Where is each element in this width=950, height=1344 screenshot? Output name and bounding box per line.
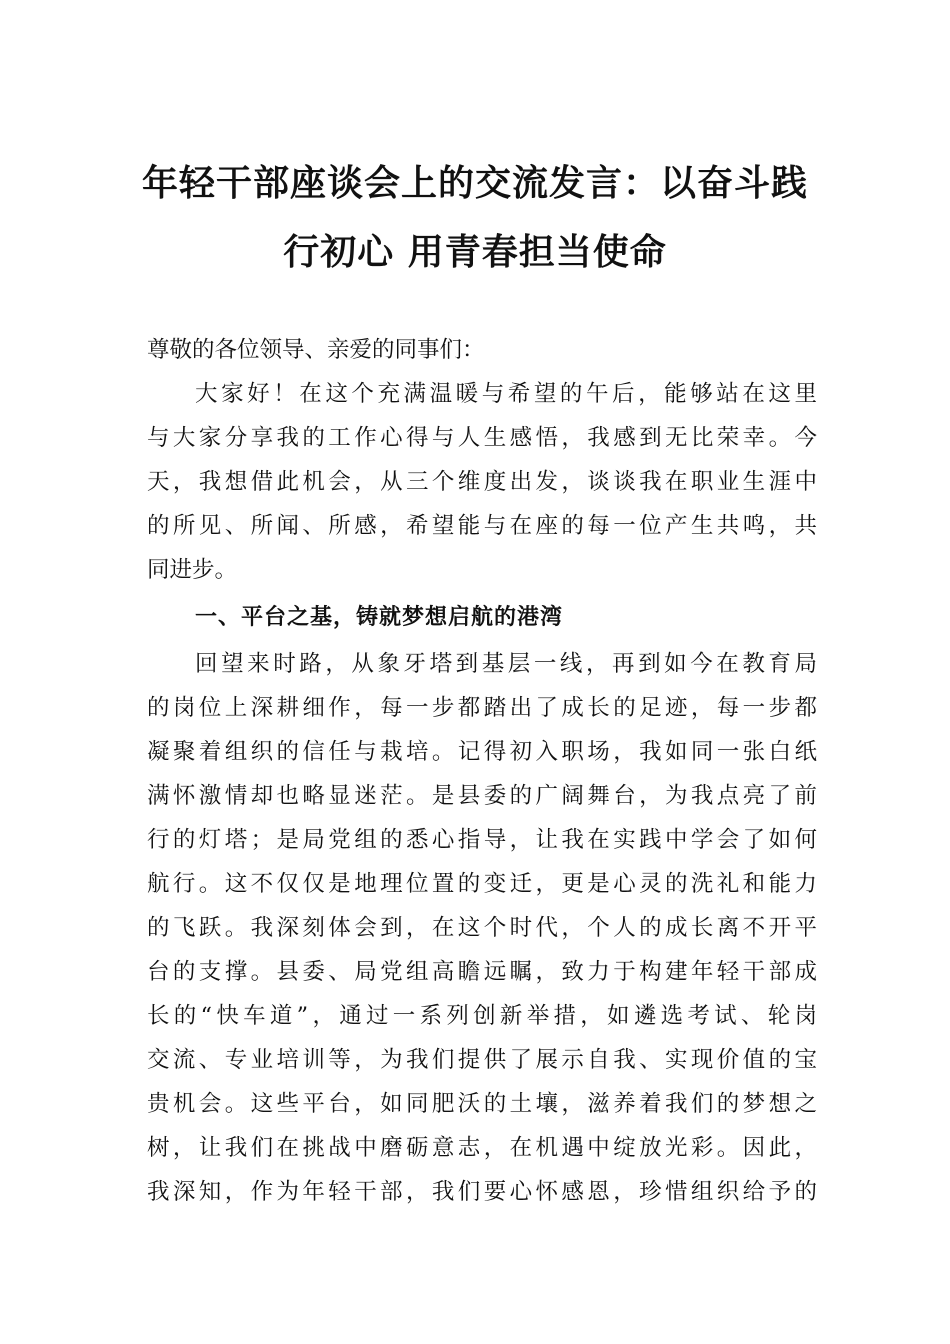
salutation: 尊敬的各位领导、亲爱的同事们： (147, 337, 485, 363)
intro-line-5: 同进步。 (147, 557, 238, 583)
section-1-line-13: 我深知，作为年轻干部，我们要心怀感恩，珍惜组织给予的 (147, 1179, 817, 1205)
section-1-line-10: 交流、专业培训等，为我们提供了展示自我、实现价值的宝 (147, 1047, 817, 1073)
document-title-line-2: 行初心 用青春担当使命 (283, 232, 667, 273)
section-1-line-3: 凝聚着组织的信任与栽培。记得初入职场，我如同一张白纸 (147, 739, 817, 765)
section-1-heading: 一、平台之基，铸就梦想启航的港湾 (195, 605, 564, 630)
document-title-line-1: 年轻干部座谈会上的交流发言：以奋斗践 (141, 163, 808, 204)
intro-line-1: 大家好！在这个充满温暖与希望的午后，能够站在这里 (195, 381, 817, 407)
section-1-line-1: 回望来时路，从象牙塔到基层一线，再到如今在教育局 (195, 651, 817, 677)
section-1-line-12: 树，让我们在挑战中磨砺意志，在机遇中绽放光彩。因此， (147, 1135, 817, 1161)
section-1-line-9: 长的“快车道”，通过一系列创新举措，如遴选考试、轮岗 (147, 1003, 817, 1029)
section-1-line-5: 行的灯塔；是局党组的悉心指导，让我在实践中学会了如何 (147, 827, 817, 853)
section-1-line-11: 贵机会。这些平台，如同肥沃的土壤，滋养着我们的梦想之 (147, 1091, 817, 1117)
intro-line-4: 的所见、所闻、所感，希望能与在座的每一位产生共鸣，共 (147, 513, 817, 539)
section-1-line-8: 台的支撑。县委、局党组高瞻远瞩，致力于构建年轻干部成 (147, 959, 817, 985)
section-1-line-2: 的岗位上深耕细作，每一步都踏出了成长的足迹，每一步都 (147, 695, 817, 721)
section-1-line-6: 航行。这不仅仅是地理位置的变迁，更是心灵的洗礼和能力 (147, 871, 817, 897)
section-1-line-4: 满怀激情却也略显迷茫。是县委的广阔舞台，为我点亮了前 (147, 783, 817, 809)
intro-line-3: 天，我想借此机会，从三个维度出发，谈谈我在职业生涯中 (147, 469, 817, 495)
intro-line-2: 与大家分享我的工作心得与人生感悟，我感到无比荣幸。今 (147, 425, 817, 451)
section-1-line-7: 的飞跃。我深刻体会到，在这个时代，个人的成长离不开平 (147, 915, 817, 941)
